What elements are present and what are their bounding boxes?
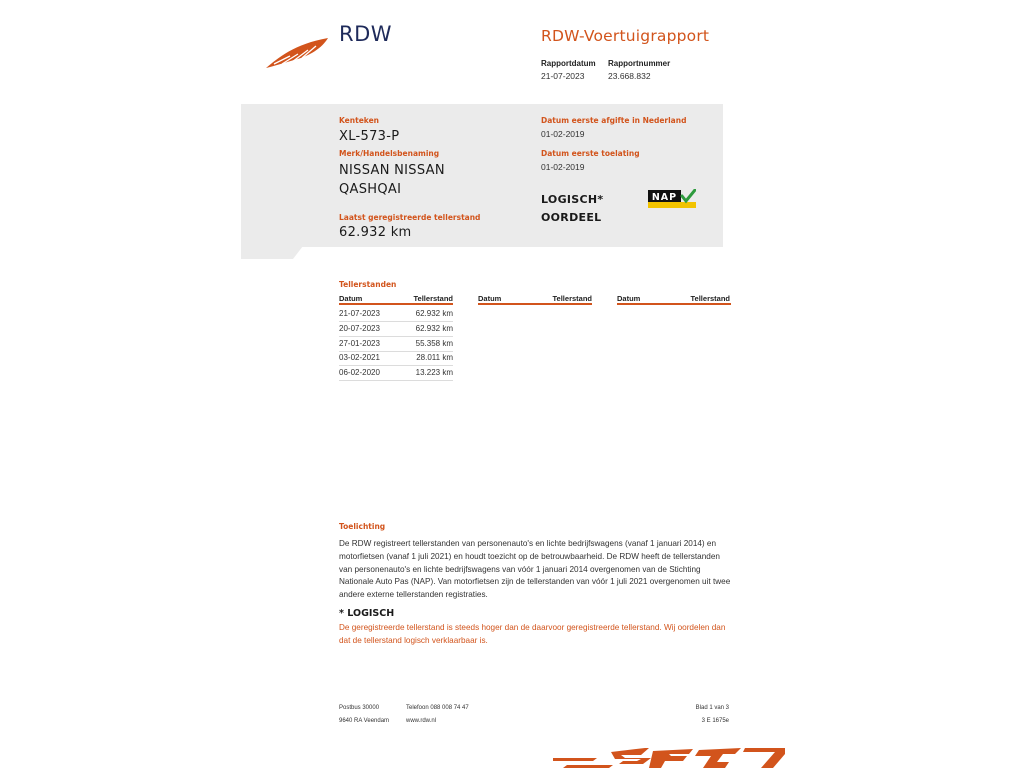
footer-website[interactable]: www.rdw.nl (406, 718, 437, 724)
rdw-feather-logo-icon (264, 34, 330, 70)
row-divider (339, 321, 453, 322)
footer-code: 3 E 1675e (701, 718, 729, 724)
footer-city: 9640 RA Veendam (339, 718, 390, 724)
make-label: Merk/Handelsbenaming (339, 149, 440, 158)
reading-row-4-km: 28.011 km (416, 353, 453, 362)
explanation-section-label: Toelichting (339, 522, 386, 531)
odometer-label: Laatst geregistreerde tellerstand (339, 213, 481, 222)
report-number: 23.668.832 (608, 71, 651, 81)
plate-value: XL-573-P (339, 129, 400, 144)
panel-tab-decoration (241, 246, 303, 259)
col-reading-header: Tellerstand (413, 294, 453, 303)
odometer-value: 62.932 km (339, 225, 412, 240)
header-divider-2 (478, 303, 592, 305)
header-divider-3 (617, 303, 731, 305)
reading-row-3-date: 27-01-2023 (339, 339, 380, 348)
col-reading-header-3: Tellerstand (690, 294, 730, 303)
logo-text: RDW (339, 22, 393, 46)
plate-label: Kenteken (339, 116, 379, 125)
reading-row-1-km: 62.932 km (415, 309, 453, 318)
verdict-line2: OORDEEL (541, 211, 602, 224)
row-divider (339, 351, 453, 352)
make-value-line2: QASHQAI (339, 182, 402, 197)
explanation-text: De RDW registreert tellerstanden van personenauto's en lichte bedrijfswagens (vanaf 1 januari 2014) en motorfietsen (vanaf 1 juli 2021) en houdt toezicht op de betrouwbaarheid. De RDW heeft de tellerstanden van personenauto's en lichte bedrijfswagens van vóór 1 januari 2014 overgenomen van de Stichting Nationale Auto Pas (NAP). Van motorfietsen zijn de tellerstanden van vóór 1 juli 2021 overgenomen uit twee andere externe tellerstanden registraties. (339, 539, 731, 600)
first-nl-label: Datum eerste afgifte in Nederland (541, 116, 687, 125)
col-reading-header-2: Tellerstand (552, 294, 592, 303)
footer-postbus: Postbus 30000 (339, 705, 380, 711)
readings-section-label: Tellerstanden (339, 280, 397, 289)
col-date-header: Datum (339, 294, 363, 303)
col-date-header-3: Datum (617, 294, 641, 303)
reading-row-3-km: 55.358 km (415, 339, 453, 348)
col-date-header-2: Datum (478, 294, 502, 303)
reading-row-1-date: 21-07-2023 (339, 309, 380, 318)
svg-text:NAP: NAP (651, 192, 678, 203)
row-divider (339, 365, 453, 366)
report-date: 21-07-2023 (541, 71, 585, 81)
reading-row-2-date: 20-07-2023 (339, 324, 380, 333)
footer-phone: Telefoon 088 008 74 47 (406, 705, 469, 711)
row-divider (339, 380, 453, 381)
first-admission-value: 01-02-2019 (541, 162, 585, 172)
reading-row-2-km: 62.932 km (415, 324, 453, 333)
reading-row-4-date: 03-02-2021 (339, 353, 380, 362)
make-value-line1: NISSAN NISSAN (339, 163, 445, 178)
reading-row-5-km: 13.223 km (415, 368, 453, 377)
logisch-heading: * LOGISCH (339, 608, 395, 619)
reading-row-5-date: 06-02-2020 (339, 368, 380, 377)
report-title: RDW-Voertuigrapport (541, 27, 710, 45)
header-divider (339, 303, 453, 305)
verdict-line1: LOGISCH* (541, 193, 604, 206)
report-number-label: Rapportnummer (608, 59, 671, 68)
footer-page: Blad 1 van 3 (695, 705, 729, 711)
report-date-label: Rapportdatum (541, 59, 596, 68)
rdw-stripes-decoration-icon (553, 748, 785, 768)
row-divider (339, 336, 453, 337)
logisch-text: De geregistreerde tellerstand is steeds hoger dan de daarvoor geregistreerde tellerstand. Wij oordelen dan dat de tellerstand logisch verklaarbaar is. (339, 623, 726, 645)
nap-check-icon (648, 189, 696, 208)
vehicle-info-panel (241, 104, 723, 247)
first-admission-label: Datum eerste toelating (541, 149, 640, 158)
first-nl-value: 01-02-2019 (541, 129, 585, 139)
